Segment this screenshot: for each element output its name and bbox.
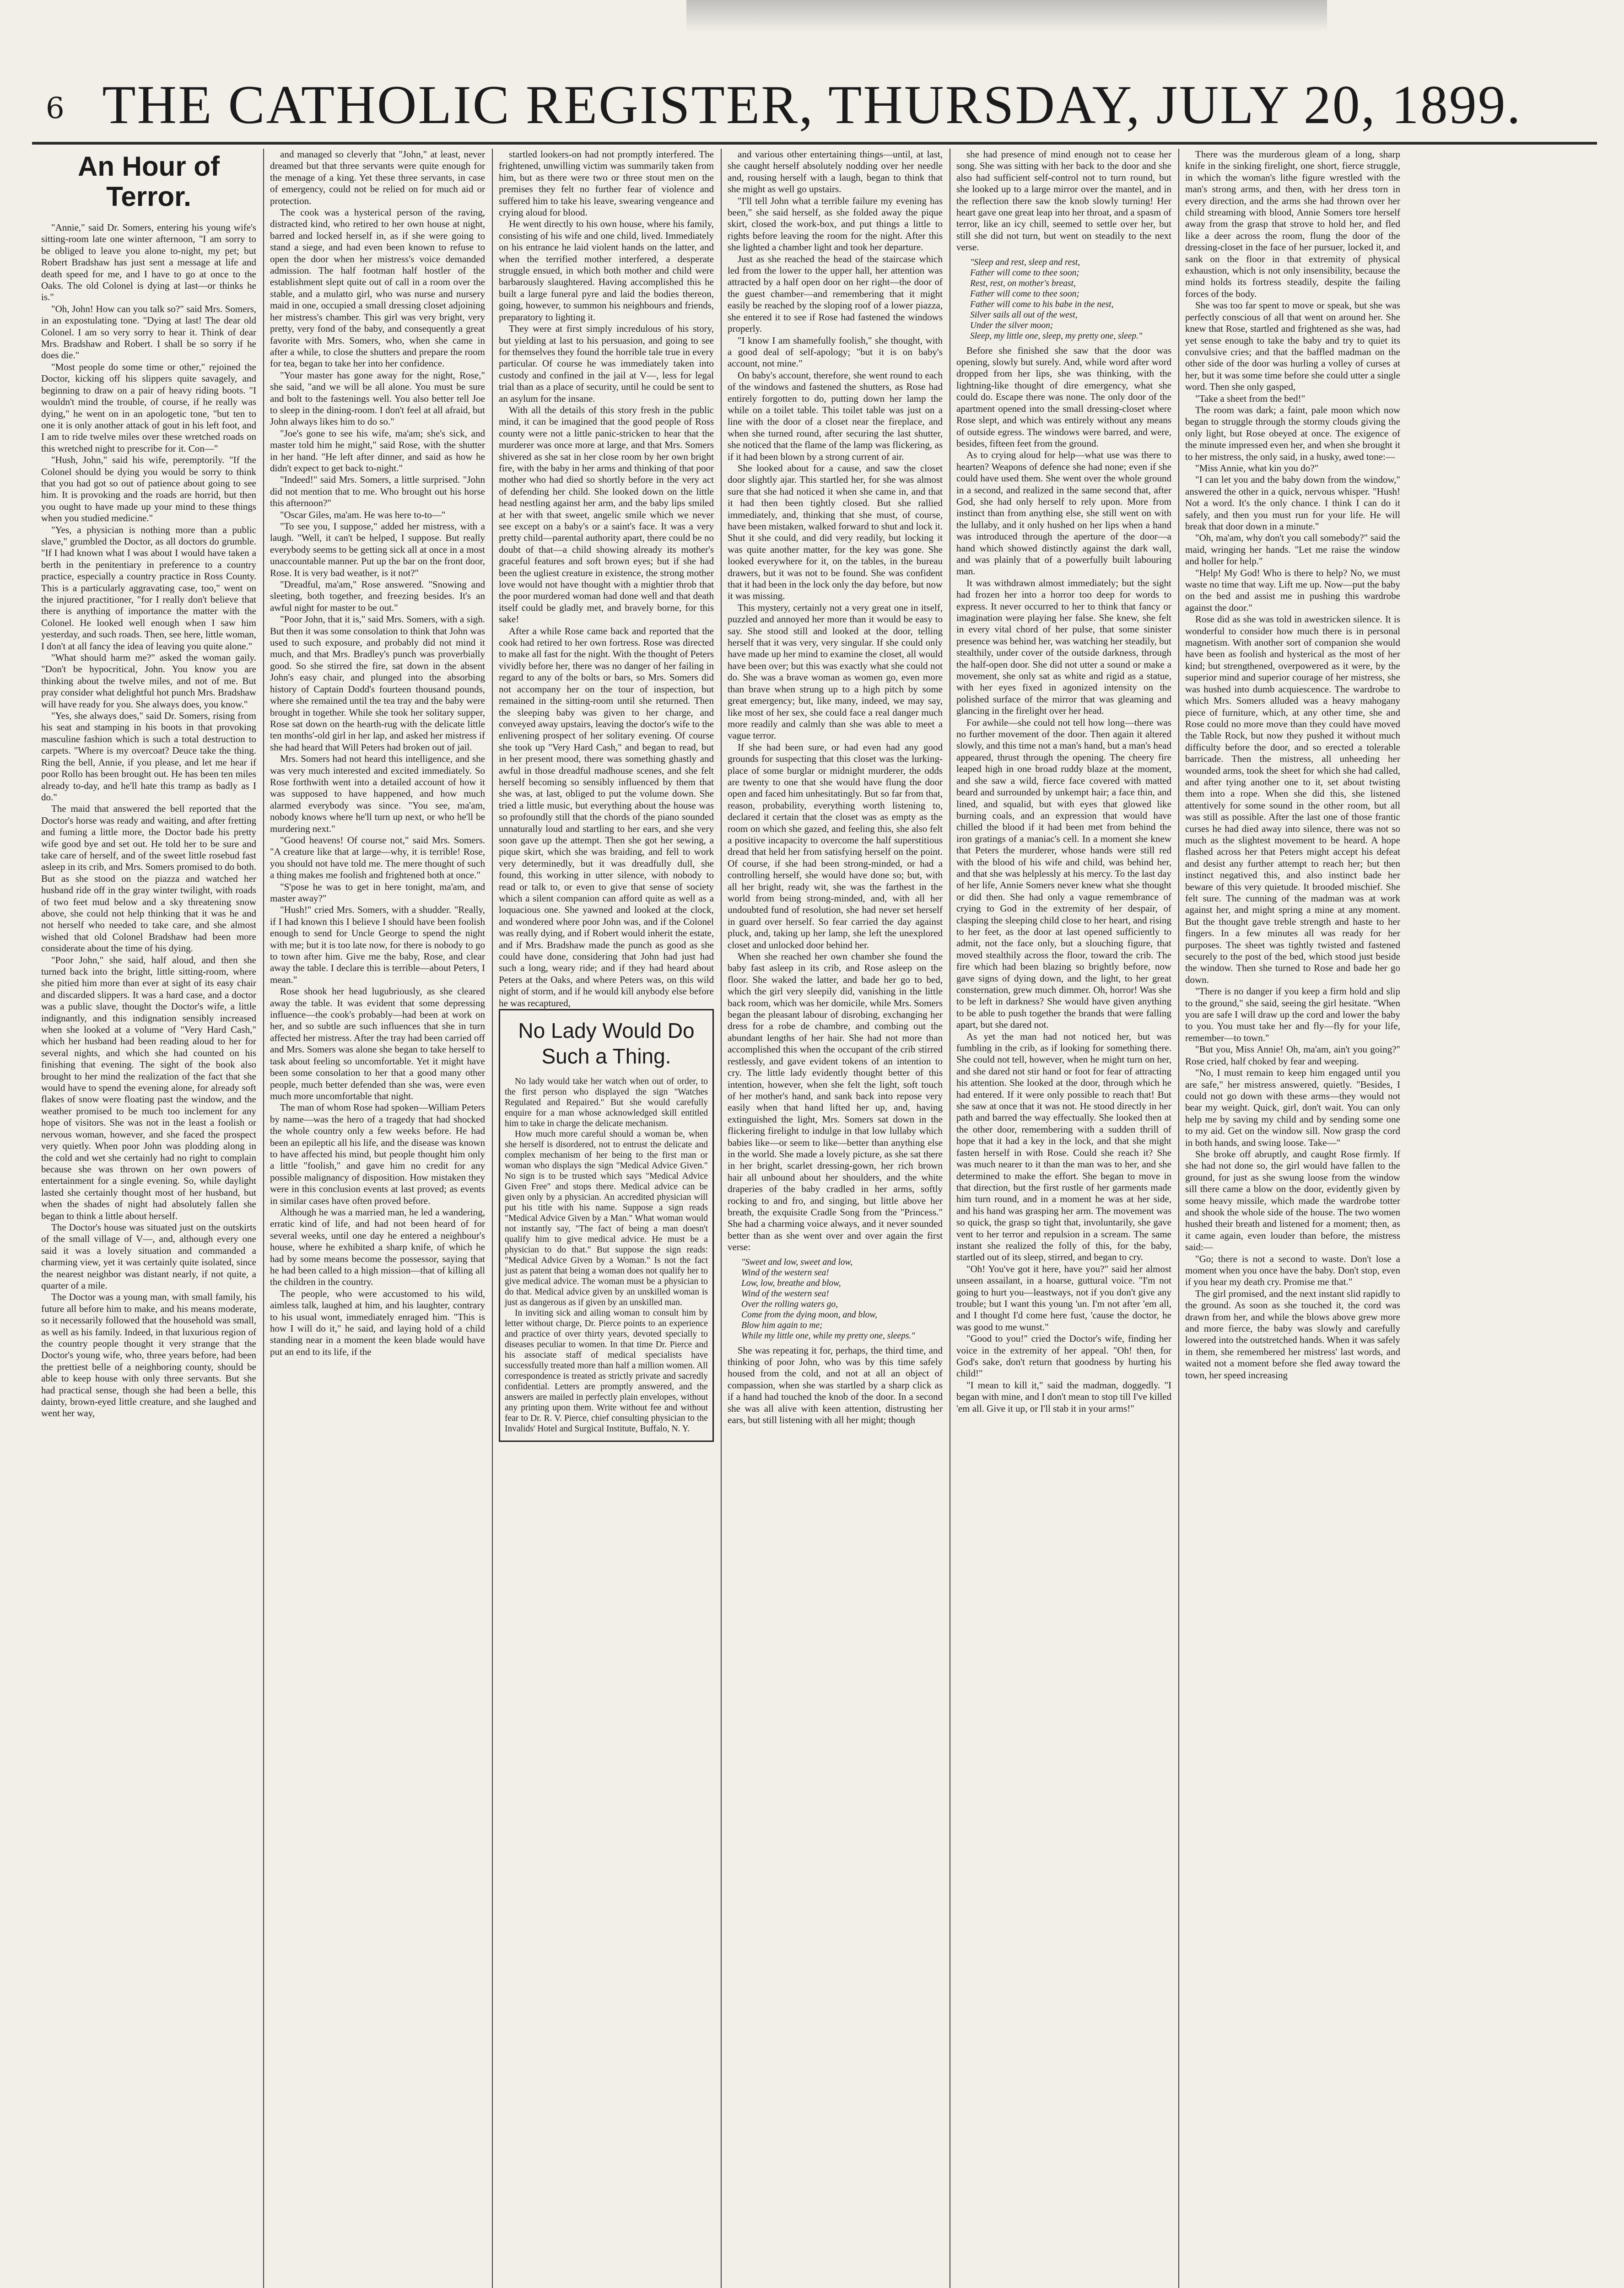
paragraph: The man of whom Rose had spoken—William Peters by name—was the hero of a tragedy that had shocked the whole country only a few weeks before. He had been an epileptic all his life, and the disease was known to have affected his mind, but people thought him only a little "foolish," and gave him no credit for any possible malignancy of disposition. How mistaken they were in this conclusion events at last proved; as events in similar cases have often proved before. (270, 1102, 485, 1206)
paragraph: On baby's account, therefore, she went round to each of the windows and fastened the shutters, as Rose had entirely forgotten to do, putting down her lamp the while on a toilet table. This toilet table was just on a line with the door of a closet near the fireplace, and when she turned round, after securing the last shutter, she noticed that the flame of the lamp was flickering, as if it had been blown by a strong current of air. (728, 369, 943, 462)
paragraph: She broke off abruptly, and caught Rose firmly. If she had not done so, the girl would have fallen to the ground, for just as she swung loose from the window sill there came a blow on the door, evidently given by some heavy missile, which made the wardrobe totter and shook the whole side of the house. The two women hushed their breath and listened for a moment; then, as it came again, even louder than before, the mistress said:— (1185, 1148, 1400, 1253)
paragraph: "But you, Miss Annie! Oh, ma'am, ain't you going?" Rose cried, half choked by fear and weeping. (1185, 1044, 1400, 1067)
paragraph: "Oscar Giles, ma'am. He was here to-to—" (280, 509, 446, 520)
page-number: 6 (46, 92, 65, 125)
paragraph: It was withdrawn almost immediately; but the sight had frozen her into a horror too deep for words to express. It never occurred to her to think that fancy or imagination were playing her false. She knew, she felt in every vital chord of her pulse, that some sinister presence was behind her, was watching her steadily, but stealthily, under cover of the outside darkness, through the half-open door. She did not utter a sound or make a movement, she only sat as white and rigid as a statue, with her eyes fixed in agonized intensity on the polished surface of the mirror that was gleaming and glancing in the firelight over her head. (956, 577, 1171, 717)
verse: "Sweet and low, sweet and low, Wind of the western sea! Low, low, breathe and blow, Wind of the western sea! Over the rolling waters go, Come from the dying moon, and blow, Blow him again to me; While my little one, while my pretty one, sleeps." (741, 1257, 915, 1341)
paragraph: "S'pose he was to get in here tonight, ma'am, and master away?" (270, 881, 485, 904)
paper-title: THE CATHOLIC REGISTER, THURSDAY, JULY 20, 1899. (102, 74, 1522, 135)
paragraph: "I know I am shamefully foolish," she thought, with a good deal of self-apology; "but it is on baby's account, not mine." (728, 335, 943, 369)
paragraph: Mrs. Somers had not heard this intelligence, and she was very much interested and excited immediately. So Rose forthwith went into a detailed account of how it was supposed to have happened, and how much alarmed everybody was since. "You see, ma'am, nobody knows where he'll turn up next, or who he'll be murdering next." (270, 753, 485, 834)
column-4-body (728, 149, 943, 1426)
story-headline: An Hour of Terror. (78, 151, 220, 212)
paragraph: Before she finished she saw that the door was opening, slowly but surely. And, while word after word dropped from her lips, she was thinking, with the lightning-like thought of dire emergency, what she could do. Escape there was none. The only door of the apartment opened into the small dressing-closet where Rose slept, and which was entirely without any means of outside egress. The windows were barred, and were, besides, fifteen feet from the ground. (956, 345, 1171, 449)
paragraph: Rose shook her head lugubriously, as she cleared away the table. It was evident that some depressing influence—the cook's probably—had been at work on her, and so subtle are such influences that she in turn affected her mistress. After the tray had been carried off and Mrs. Somers was alone she began to take herself to task about feeling so uncomfortable. Yet it might have been some consolation to her that a good many other people, much better defended than she was, were even much more uncomfortable that night. (270, 986, 485, 1101)
paragraph: If she had been sure, or had even had any good grounds for suspecting that this closet was the lurking-place of some burglar or midnight murderer, the odds are twenty to one that she would have flung the door open and faced him unhesitatingly. But so far from that, reason, probability, everything worth listening to, declared it certain that the closet was as empty as the room on which she gazed, and feeling this, she also felt a positive incapacity to overcome the half superstitious dread that held her from satisfying herself on the point. Of course, if she had been strong-minded, or had a controlling herself, she would have done so; but, with all her bright, ready wit, she was the farthest in the world from being strong-minded, and, with all her undoubted fund of resolution, she had never set herself in guard over herself. So fear carried the day against pluck, and, taking up her lamp, she left the unexplored closet and unlocked door behind her. (728, 741, 943, 950)
paragraph: The girl promised, and the next instant slid rapidly to the ground. As soon as she touched it, the cord was drawn from her, and while the blows above grew more and more fierce, the baby was slowly and carefully lowered into the outstretched hands. When it was safely in them, she remembered her mistress' last words, and waited not a moment before she fled away toward the town, her speed increasing (1185, 1288, 1400, 1381)
paragraph: "Good to you!" cried the Doctor's wife, finding her voice in the extremity of her appeal. "Oh! then, for God's sake, don't return that goodness by hurting his child!" (956, 1333, 1171, 1379)
paragraph: startled lookers-on had not promptly interfered. The frightened, unwilling victim was summarily taken from him, but as there were two or three stout men on the premises they felt no further fear of violence and suffered him to take his leave, swearing vengeance and crying aloud for blood. (499, 149, 714, 218)
paragraph: "Indeed!" said Mrs. Somers, a little surprised. "John did not mention that to me. Who brought out his horse this afternoon?" (270, 474, 485, 509)
paragraph: As to crying aloud for help—what use was there to hearten? Weapons of defence she had none; even if she could have used them. She went over the whole ground in a second, and realized in the same second that, after God, she had only herself to rely upon. More from instinct than from anything else, she still went on with the lullaby, and it only hushed on her lips when a hand was introduced through the aperture of the door—a hand which showed distinctly against the dark wall, and was plainly that of a powerfully built labouring man. (956, 449, 1171, 577)
column-1-body (41, 222, 256, 1419)
paragraph: "Yes, she always does," said Dr. Somers, rising from his seat and stamping in his boots in that provoking masculine fashion which is such a total destruction to carpets. "Where is my overcoat? Deuce take the thing. Ring the bell, Annie, if you please, and let me hear if poor Rollo has been brought out. He has been ten miles already to-day, and he'll hate this tramp as badly as I do." (41, 710, 256, 803)
masthead (0, 73, 1624, 142)
paragraph: and managed so cleverly that "John," at least, never dreamed but that three servants were quite enough for the menage of a king. Yet these three servants, in case of emergency, could not be relied on for much aid or protection. (270, 149, 485, 206)
column-4 (728, 149, 943, 2288)
paragraph: "What should harm me?" asked the woman gaily. "Don't be hypocritical, John. You know you are thinking about the twelve miles, and not of me. But pray consider what delightful hot punch Mrs. Bradshaw will have ready for you. She always does, you know." (41, 652, 256, 710)
paragraph: How much more careful should a woman be, when she herself is disordered, not to entrust the delicate and complex mechanism of her being to the first man or woman who displays the sign "Medical Advice Given." No sign is to be trusted which says "Medical Advice Given Free" and stops there. Medical advice can be given only by a physician. An accredited physician will put his title with his name. Suppose a sign reads "Medical Advice Given by a Man." What woman would not instantly say, "The fact of being a man doesn't qualify him to give medical advice. He must be a physician to do that." But suppose the sign reads: "Medical Advice Given by a Woman." Is not the fact just as patent that being a woman does not qualify her to give medical advice. The woman must be a physician to do that. Medical advice given by an unskilled woman is just as dangerous as if given by an unskilled man. (505, 1129, 708, 1308)
column-rule (721, 149, 722, 2288)
column-1 (41, 149, 256, 2288)
column-2-body (270, 149, 485, 1358)
paragraph: "Miss Annie, what kin you do?" (1195, 462, 1319, 474)
paragraph: "Your master has gone away for the night, Rose," she said, "and we will be all alone. You must be sure and bolt to the fastenings well. You also better tell Joe to sleep in the dining-room. I don't feel at all afraid, but John always likes him to do so." (270, 369, 485, 427)
column-5-body (956, 149, 1171, 1414)
paragraph: After a while Rose came back and reported that the cook had retired to her own fortress. Rose was directed to make all fast for the night. With the thought of Peters vividly before her, there was no danger of her failing in regard to any of the bolts or bars, so Mrs. Somers did not accompany her on the tour of inspection, but remained in the sitting-room until she returned. Then the sleeping baby was given to her charge, and conveyed away upstairs, leaving the doctor's wife to the enlivening prospect of her solitary evening. Of course she took up "Very Hard Cash," and began to read, but in her present mood, there was something ghastly and awful in those dreadful madhouse scenes, and she felt herself becoming so sensibly influenced by them that she was, at last, obliged to put the volume down. She tried a little music, but everything about the house was so profoundly still that the chords of the piano sounded unnaturally loud and startling to her ears, and she very soon gave up the attempt. Then she got her sewing, a pique skirt, which she was braiding, and fell to work very determinedly, but it was dreadfully dull, she found, this working in utter silence, with nobody to read or talk to, or even to give that sense of society which a silent companion can afford quite as well as a loquacious one. She yawned and looked at the clock, and wondered where poor John was, and if the Colonel was really dying, and if Robert would inherit the estate, and if Mrs. Bradshaw made the punch as good as she could have done, considering that John had just had such a long, weary ride; and if they had heard about Peters at the Oaks, and where Peters was, on this wild night of storm, and if he would kill anybody else before he was recaptured, (499, 625, 714, 1009)
paragraph: "Yes, a physician is nothing more than a public slave," grumbled the Doctor, as all doctors do grumble. "If I had known what I was about I would have taken a berth in the penitentiary in preference to a country practice, especially a country practice in Ross County. This is a particularly aggravating case, too," went on the injured practitioner, "for I really don't believe that there is anything of importance the matter with the Colonel. He looked well enough when I saw him yesterday, and such roads. Then, see here, little woman, I don't at all fancy the idea of leaving you quite alone." (41, 524, 256, 652)
paragraph: "Oh, John! How can you talk so?" said Mrs. Somers, in an expostulating tone. "Dying at last! The dear old Colonel. I am so very sorry to hear it. Think of dear Mrs. Bradshaw and Robert. I shall be so sorry if he does die." (41, 303, 256, 361)
paragraph: "No, I must remain to keep him engaged until you are safe," her mistress answered, quietly. "Besides, I could not go down with these arms—they would not bear my weight. Quick, girl, don't wait. You can only help me by saving my child and by sending some one to my aid. Get on the window sill. Now grasp the cord in both hands, and swing loose. Take—" (1185, 1067, 1400, 1148)
paragraph: The maid that answered the bell reported that the Doctor's horse was ready and waiting, and after fretting and fuming a little more, the Doctor bade his pretty wife good bye and set out. He told her to be sure and take care of herself, and of the sweet little rosebud fast asleep in its crib, and Mrs. Somers promised to do both. But as she stood on the piazza and watched her husband ride off in the gray winter twilight, with roads of two feet mud below and a sky threatening snow above, she could not help thinking that it was he and not herself who needed to take care, and she almost wished that old Colonel Bradshaw had been more considerate about the time of his dying. (41, 803, 256, 954)
paragraph: "Hush, John," said his wife, peremptorily. "If the Colonel should be dying you would be sorry to think that you had got so out of patience about going to see him. It is provoking and the roads are horrid, but then you ought to have made up your mind to these things when you studied medicine." (41, 454, 256, 524)
paragraph: They were at first simply incredulous of his story, but yielding at last to his persuasion, and going to see for themselves they found the horrible tale true in every particular. Of course he was immediately taken into custody and confined in the jail at V—, less for legal trial than as a place of security, until he could be sent to an asylum for the insane. (499, 323, 714, 404)
paragraph: "Oh! You've got it here, have you?" said her almost unseen assailant, in a hoarse, guttural voice. "I'm not going to hurt you—leastways, not if you don't give any trouble; but I want this young 'un. I'm not after 'em all, and I thought I'd come here fust, 'cause the doctor, he was good to me wunst." (956, 1263, 1171, 1333)
paragraph: "Joe's gone to see his wife, ma'am; she's sick, and master told him he might," said Rose, with the shutter in her hand. "He left after dinner, and said as how he didn't expect to get back to-night." (270, 427, 485, 474)
paragraph: The Doctor's house was situated just on the outskirts of the small village of V—, and, although every one said it was a lovely situation and commanded a charming view, yet it was certainly quite isolated, since the nearest neighbor was distant nearly, if not quite, a quarter of a mile. (41, 1221, 256, 1291)
column-5 (956, 149, 1171, 2288)
paragraph: Although he was a married man, he led a wandering, erratic kind of life, and had not been heard of for several weeks, until one day he entered a neighbour's house, where he exhibited a sharp knife, of which he had by some means become the possessor, saying that he had been called to a high mission—that of killing all the children in the country. (270, 1206, 485, 1288)
paragraph: In inviting sick and ailing woman to consult him by letter without charge, Dr. Pierce points to an experience and practice of over thirty years, devoted specially to diseases peculiar to women. In that time Dr. Pierce and his associate staff of medical specialists have successfully treated more than half a million women. All correspondence is treated as strictly private and sacredly confidential. Letters are promptly answered, and the answers are mailed in perfectly plain envelopes, without any printing upon them. Write without fee and without fear to Dr. R. V. Pierce, chief consulting physician to the Invalids' Hotel and Surgical Institute, Buffalo, N. Y. (505, 1308, 708, 1434)
paragraph: "I'll tell John what a terrible failure my evening has been," she said herself, as she folded away the pique skirt, closed the work-box, and put things a little to rights before leaving the room for the night. After this she lighted a chamber light and took her departure. (728, 195, 943, 253)
paragraph: She looked about for a cause, and saw the closet door slightly ajar. This startled her, for she was almost sure that she had noticed it when she came in, and that it had then been tightly closed. But she rallied immediately, and, thinking that she must, of course, have been mistaken, walked forward to shut and lock it. Shut it she could, and did very readily, but locking it was quite another matter, for the key was gone. She looked everywhere for it, on the tables, in the bureau drawers, but it was not to be found. She was confident that it had been in the lock only the day before, but now it was missing. (728, 462, 943, 602)
verse: "Sleep and rest, sleep and rest, Father will come to thee soon; Rest, rest, on mother's breast, Father will come to thee soon; Father will come to his babe in the nest, Silver sails all out of the west, Under the silver moon; Sleep, my little one, sleep, my pretty one, sleep." (970, 257, 1143, 341)
paragraph: "There is no danger if you keep a firm hold and slip to the ground," she said, seeing the girl hesitate. "When you are safe I will draw up the cord and lower the baby to you. You must take her and fly—fly for your life, remember—to town." (1185, 986, 1400, 1043)
paragraph: "Help! My God! Who is there to help? No, we must waste no time that way. Lift me up. Now—put the baby on the bed and assist me in pushing this wardrobe against the door." (1185, 567, 1400, 613)
paragraph: No lady would take her watch when out of order, to the first person who displayed the sign "Watches Regulated and Repaired." But she would carefully enquire for a man whose acknowledged skill entitled him to take in charge the delicate mechanism. (505, 1077, 708, 1129)
paragraph: The Doctor was a young man, with small family, his future all before him to make, and his means moderate, so it necessarily followed that the household was small, as well as his family. Indeed, in that luxurious region of the country people thought it very strange that the Doctor's young wife, who, three years before, had been the prettiest belle of a neighboring county, should be able to keep house with only three servants. But she had practical sense, though she had been a belle, this dainty, brown-eyed little creature, and she laughed and went her way, (41, 1291, 256, 1419)
paragraph: He went directly to his own house, where his family, consisting of his wife and one child, lived. Immediately on his entrance he laid violent hands on the latter, and when the terrified mother interfered, a desperate struggle ensued, in which both mother and child were barbarously slaughtered. Having accomplished this he built a large funeral pyre and laid the bodies thereon, going, however, to summon his neighbours and friends, preparatory to lighting it. (499, 218, 714, 323)
paragraph: Just as she reached the head of the staircase which led from the lower to the upper hall, her attention was attracted by a half open door on her right—the door of the guest chamber—and remembering that it might easily be reached by the sloping roof of a lower piazza, she entered it to see if Rose had fastened the windows properly. (728, 253, 943, 335)
paragraph: With all the details of this story fresh in the public mind, it can be imagined that the good people of Ross county were not a little panic-stricken to hear that the murderer was once more at large, and that Mrs. Somers shivered as she sat in her close room by her own bright fire, with the baby in her arms and thinking of that poor mother who had died so shortly before in the very act of defending her child. She looked down on the little head nestling against her arm, and the baby lips smiled at her with that sweet, angelic smile which we never see except on a baby's or a saint's face. It was a very pretty child—parental authority apart, there could be no doubt of that—a child showing already its mother's graceful features and soft brown eyes; but if she had been the ugliest creature in existence, the strong mother love would not have thought with a mightier throb that the poor murdered woman had done well and that death itself could be gladly met, and bravely borne, for this sake! (499, 404, 714, 625)
paragraph: "Dreadful, ma'am," Rose answered. "Snowing and sleeting, both together, and freezing besides. It's an awful night for master to be out." (270, 579, 485, 613)
masthead-rule (32, 142, 1597, 145)
paragraph: "To see you, I suppose," added her mistress, with a laugh. "Well, it can't be helped, I suppose. But really everybody seems to be getting sick all at once in a most unaccountable manner. Put up the bar on the front door, Rose. It is very bad weather, is it not?" (270, 521, 485, 578)
paragraph: The cook was a hysterical person of the raving, distracted kind, who retired to her own house at night, barred and locked herself in, as if she were going to stand a siege, and had even been known to refuse to open the door when her mistress's voice demanded admission. The half footman half hostler of the establishment slept quite out of call in a room over the stable, and a mulatto girl, who was nurse and nursery maid in one, occupied a small dressing closet adjoining her mistress's chamber. This girl was very bright, very pretty, very fond of the baby, and consequently a great favorite with Mrs. Somers, who, when she came in after a while, to close the shutters and prepare the room for tea, began to take her into her confidence. (270, 207, 485, 369)
column-rule (263, 149, 264, 2288)
paragraph: "Good heavens! Of course not," said Mrs. Somers. "A creature like that at large—why, it is terrible! Rose, you should not have told me. The mere thought of such a thing makes me foolish and frightened both at once." (270, 834, 485, 881)
column-rule (492, 149, 493, 2288)
paragraph: She was too far spent to move or speak, but she was perfectly conscious of all that went on around her. She knew that Rose, startled and frightened as she was, had yet sense enough to take the baby and try to quiet its convulsive cries; and that the baffled madman on the other side of the door was hurling a volley of curses at her, but it was some time before she could utter a single word. Then she only gasped, (1185, 300, 1400, 393)
advert-headline: No Lady Would Do Such a Thing. (518, 1019, 695, 1068)
column-6 (1185, 149, 1400, 2288)
print-smudge (686, 0, 1327, 32)
paragraph: As yet the man had not noticed her, but was fumbling in the crib, as if looking for something there. She could not tell, however, when he might turn on her, and she dared not stir hand or foot for fear of attracting his attention. She looked at the door, through which he had entered. If it were only possible to reach that! But she saw at once that it was not. He stood directly in her path and barred the way effectually. She looked then at the other door, remembering with a sudden thrill of hope that it had a key in the lock, and that she might fasten herself in with Rose. Could she reach it? She was much nearer to it than the man was to her, and she determined to make the effort. She began to move in that direction, but the first rustle of her garments made him turn round, and in a moment he was at her side, and his hand was grasping her arm. The movement was so quick, the grasp so tight that, involuntarily, she gave vent to her terror and repulsion in a scream. The same instant she realized the folly of this, for the baby, startled out of its sleep, stirred, and began to cry. (956, 1031, 1171, 1263)
paragraph: she had presence of mind enough not to cease her song. She was sitting with her back to the door and she also had sufficient self-control not to turn round, but she looked up to a large mirror over the mantel, and in the reflection there saw the knob slowly turning! Her heart gave one great leap into her throat, and a spasm of terror, like an icy chill, seemed to settle over her, but still she did not turn, but went on steadily to the next verse. (956, 149, 1171, 253)
paragraph: Rose did as she was told in awestricken silence. It is wonderful to consider how much there is in personal magnetism. With another sort of companion she would have been as foolish and hysterical as the most of her kind; but strengthened, overpowered as it were, by the superior mind and superior courage of her mistress, she was hushed into dumb acquiescence. The wardrobe to which Mrs. Somers alluded was a heavy mahogany piece of furniture, which, at any other time, she and Rose could no more move than they could have moved the Table Rock, but now they pushed it without much difficulty before the door, and so erected a tolerable barricade. Then the mistress, all unheeding her wounded arms, took the sheet for which she had called, and after tying another one to it, set about twisting them into a rope. When she did this, she listened attentively for some sound in the other room, but all was still as possible. After the last one of those frantic curses he had died away into silence, there was not so much as the slightest movement to be heard. A hope flashed across her that Peters might accept his defeat and desist any further attempt to reach her; but then instinct negatived this, and also instinct bade her beware of this very quietude. It brooded mischief. She felt sure. The cunning of the madman was at work against her, and might spring a mine at any moment. But the thought gave treble strength and haste to her fingers. In a few minutes all was ready for her purposes. The sheet was tightly twisted and fastened securely to the post of the bed, which stood just beside the window. Then she turned to Rose and bade her go down. (1185, 614, 1400, 985)
paragraph: "Most people do some time or other," rejoined the Doctor, kicking off his slippers quite savagely, and beginning to draw on a pair of heavy riding boots. "I wouldn't mind the trouble, of course, if he really was dying," he went on in an apologetic tone, "but ten to one it is only another attack of gout in his left foot, and I am to ride twelve miles over these wretched roads on this wretched night to prescribe for it. Con—" (41, 361, 256, 454)
paragraph: "Go; there is not a second to waste. Don't lose a moment when you once have the baby. Don't stop, even if you hear my death cry. Promise me that." (1185, 1253, 1400, 1288)
paragraph: The people, who were accustomed to his wild, aimless talk, laughed at him, and his laughter, contrary to his usual wont, immediately enraged him. "This is how I will do it," he said, and laying hold of a child standing near in a moment the keen blade would have put an end to its life, if the (270, 1288, 485, 1357)
paragraph: There was the murderous gleam of a long, sharp knife in the sinking firelight, one short, fierce struggle, in which the woman's lithe figure wrestled with the man's strong arms, and then, with her dress torn in every direction, and the arms she had thrown over her child streaming with blood, Annie Somers tore herself away from the grasp that strove to hold her, and fled like a deer across the room, flung the door of the dressing-closet in the face of her pursuer, locked it, and sank on the floor in that extremity of physical exhaustion, which is not only insensibility, because the mind holds its fortress steadily, despite the failing forces of the body. (1185, 149, 1400, 299)
paragraph: This mystery, certainly not a very great one in itself, puzzled and annoyed her more than it would be easy to say. She stood still and looked at the door, telling herself that it was very, very singular. If she could only have made up her mind to examine the closet, all would have been over; but this was exactly what she could not do. She was a brave woman as women go, even more than brave when strung up to a high pitch by some great emergency; but, like many, indeed, we may say, like most of her sex, she could face a real danger much more readily and calmly than she was able to meet a vague terror. (728, 602, 943, 741)
paragraph: "Poor John," she said, half aloud, and then she turned back into the bright, little sitting-room, where she pitied him more than ever at sight of its easy chair and discarded slippers. It was a hard case, and a doctor was a public slave, thought the Doctor's wife, a little indignantly, and this indignation sensibly increased when she looked at a volume of "Very Hard Cash," which her husband had been reading aloud to her for several nights, and which she had counted on his finishing that evening. The sight of the book also brought to her mind the realization of the fact that she would have to spend the evening alone, for already soft flakes of snow were floating past the window, and the weather promised to be much too inclement for any hope of visitors. She was not in the least a foolish or nervous woman, however, and she faced the prospect very quietly. When poor John was plodding along in the cold and wet she certainly had no right to complain because she was thrown on her own powers of entertainment for a single evening. So, while daylight lasted she certainly thought most of her husband, but when the shades of night had absolutely fallen she began to think a little about herself. (41, 954, 256, 1221)
paragraph: She was repeating it for, perhaps, the third time, and thinking of poor John, who was by this time safely housed from the cold, and not at all an object of compassion, when she was startled by a sharp click as if a hand had touched the knob of the door. In a second she was all alive with keen attention, distrusting her ears, but still listening with all her might; though (728, 1344, 943, 1426)
advert-body (505, 1076, 708, 1434)
column-6-body (1185, 149, 1400, 1381)
paragraph: "Take a sheet from the bed!" (1195, 393, 1306, 404)
column-rule (1178, 149, 1179, 2288)
column-2 (270, 149, 485, 2288)
paragraph: "I can let you and the baby down from the window," answered the other in a quick, nervous whisper. "Hush! Not a word. It's the only chance. I think I can do it safely, and then you must run for your life. He will break that door down in a minute." (1185, 474, 1400, 532)
paragraph: "I mean to kill it," said the madman, doggedly. "I began with mine, and I don't mean to stop till I've killed 'em all. Give it up, or I'll stab it in your arms!" (956, 1379, 1171, 1414)
column-3 (499, 149, 714, 2288)
paragraph: "Poor John, that it is," said Mrs. Somers, with a sigh. But then it was some consolation to think that John was used to such exposure, and probably did not mind it much, and that Mrs. Bradley's punch was proverbially good. So she stirred the fire, sat down in the absent John's easy chair, and plunged into the absorbing history of Captain Dodd's fourteen thousand pounds, where she remained until the tea tray and the baby were brought in together. While she took her solitary supper, Rose sat down on the hearth-rug with the delicate little ten months'-old girl in her lap, and asked her mistress if she had heard that Will Peters had broken out of jail. (270, 614, 485, 753)
paragraph: The room was dark; a faint, pale moon which now began to struggle through the stormy clouds giving the only light, but Rose obeyed at once. The exigence of the minute impressed even her, and when she brought it to her mistress, the only said, in a husky, awed tone:— (1185, 404, 1400, 462)
paragraph: "Oh, ma'am, why don't you call somebody?" said the maid, wringing her hands. "Let me raise the window and holler for help." (1185, 532, 1400, 567)
paragraph: "Hush!" cried Mrs. Somers, with a shudder. "Really, if I had known this I believe I should have been foolish enough to send for Uncle George to spend the night with me; but it is too late now, for there is nobody to go to town after him. Give me the baby, Rose, and clear away the table. I declare this is terrible—about Peters, I mean." (270, 904, 485, 985)
paragraph: and various other entertaining things—until, at last, she caught herself absolutely nodding over her needle and, rousing herself with a laugh, began to think that she might as well go upstairs. (728, 149, 943, 195)
column-3-body (499, 149, 714, 1009)
paragraph: "Annie," said Dr. Somers, entering his young wife's sitting-room late one winter afternoon, "I am sorry to be obliged to leave you alone to-night, my pet; but Robert Bradshaw has just sent a message at life and death speed for me, and I have to go at once to the Oaks. The old Colonel is dying at last—or thinks he is." (41, 222, 256, 303)
advert-box (499, 1009, 714, 1442)
paragraph: For awhile—she could not tell how long—there was no further movement of the door. Then again it altered slowly, and this time not a man's hand, but a man's head appeared, thrust through the opening. The cheery fire leaped high in one broad ruddy blaze at the moment, and she saw a wild, fierce face covered with matted beard and surrounded by unkempt hair; a face thin, and lined, and squalid, but with eyes that glowed like burning coals, and an expression that would have chilled the blood if it had been met from behind the iron gratings of a maniac's cell. In a moment she knew that Peters the murderer, whose hands were still red with the blood of his wife and child, was behind her, and that she was helplessly at his mercy. To the last day of her life, Annie Somers never knew what she thought or did then. She had only a vague remembrance of crying to God in the extremity of her despair, of clasping the sleeping child close to her heart, and rising to her feet, as the door at last opened sufficiently to admit, not the face only, but a slouching figure, that moved stealthily across the floor, toward the crib. The fire which had been blazing so brightly before, now gave signs of dying down, and the light, to her great consternation, grew much dimmer. Oh, horror! Was she to be left in darkness? She would have given anything to be able to push together the brands that were falling apart, but she dared not. (956, 717, 1171, 1031)
paragraph: When she reached her own chamber she found the baby fast asleep in its crib, and Rose asleep on the floor. She waked the latter, and bade her go to bed, which the girl very sleepily did, vanishing in the little back room, which was her domicile, while Mrs. Somers began the pleasant labour of disrobing, exchanging her dress for a robe de chambre, and combing out the abundant lengths of her hair. She had not more than accomplished this when the occupant of the crib stirred restlessly, and gave evident tokens of an intention to cry. The little lady evidently thought better of this intention, however, when she felt the light, soft touch of her mother's hand, and sank back into repose very easily when that hand lifted her up, and, having extinguished the light, Mrs. Somers sat down in the flickering firelight to indulge in that low lullaby which babies like—or seem to like—better than anything else in the world. She made a lovely picture, as she sat there in her bright, scarlet dressing-gown, her rich brown hair all unbound about her shoulders, and the white draperies of the baby cradled in her arms, softly rocking to and fro, and singing, but little above her breath, the exquisite Cradle Song from the "Princess." She had a charming voice always, and it never sounded better than as she went over and over again the first verse: (728, 951, 943, 1253)
